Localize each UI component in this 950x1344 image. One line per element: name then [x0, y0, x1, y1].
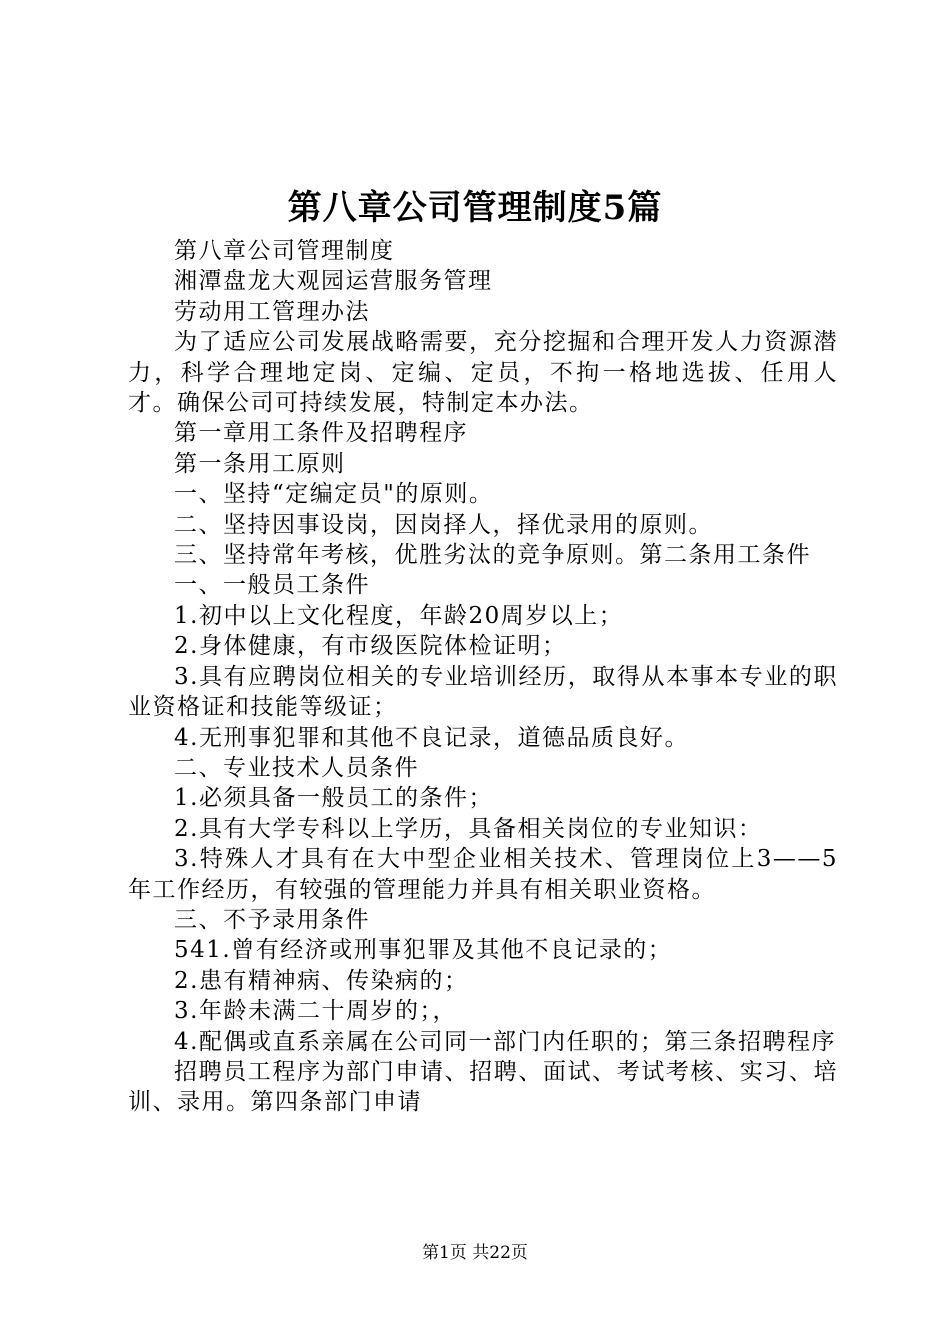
paragraph: 三、坚持常年考核，优胜劣汰的竞争原则。第二条用工条件	[174, 542, 811, 569]
paragraph: 4.无刑事犯罪和其他不良记录，道德品质良好。	[174, 724, 689, 751]
document-title: 第八章公司管理制度5篇	[287, 188, 663, 228]
paragraph: 一、一般员工条件	[174, 572, 370, 599]
paragraph: 第一条用工原则	[174, 450, 346, 477]
paragraph: 招聘员工程序为部门申请、招聘、面试、考试考核、实习、培训、录用。第四条部门申请	[128, 1058, 838, 1116]
paragraph: 湘潭盘龙大观园运营服务管理	[174, 268, 493, 295]
paragraph: 第八章公司管理制度	[174, 238, 395, 264]
paragraph: 1.必须具备一般员工的条件；	[174, 785, 493, 812]
paragraph: 为了适应公司发展战略需要，充分挖掘和合理开发人力资源潜力，科学合理地定岗、定编、定员，不拘一格地选拔、任用人才。确保公司可持续发展，特制定本办法。	[128, 329, 838, 417]
paragraph: 3.特殊人才具有在大中型企业相关技术、管理岗位上3——5年工作经历，有较强的管理能力并具有相关职业资格。	[128, 846, 838, 903]
paragraph: 2.身体健康，有市级医院体检证明；	[174, 633, 567, 660]
paragraph: 3.具有应聘岗位相关的专业培训经历，取得从本事本专业的职业资格证和技能等级证；	[128, 663, 838, 721]
paragraph: 2.具有大学专科以上学历，具备相关岗位的专业知识：	[174, 815, 763, 842]
paragraph: 三、不予录用条件	[174, 906, 370, 933]
paragraph: 3.年龄未满二十周岁的；，	[174, 998, 457, 1025]
paragraph: 二、坚持因事设岗，因岗择人，择优录用的原则。	[174, 511, 713, 538]
paragraph: 第一章用工条件及招聘程序	[174, 420, 468, 447]
paragraph: 1.初中以上文化程度，年龄20周岁以上；	[174, 602, 624, 629]
paragraph: 541.曾有经济或刑事犯罪及其他不良记录的；	[174, 937, 673, 964]
document-body	[128, 236, 838, 1118]
paragraph: 4.配偶或直系亲属在公司同一部门内任职的；第三条招聘程序	[174, 1028, 836, 1055]
paragraph: 劳动用工管理办法	[174, 298, 370, 325]
paragraph: 2.患有精神病、传染病的；	[174, 967, 469, 994]
paragraph: 一、坚持“定编定员"的原则。	[174, 481, 494, 508]
page-number-footer: 第1页 共22页	[422, 1243, 528, 1263]
paragraph: 二、专业技术人员条件	[174, 754, 419, 781]
